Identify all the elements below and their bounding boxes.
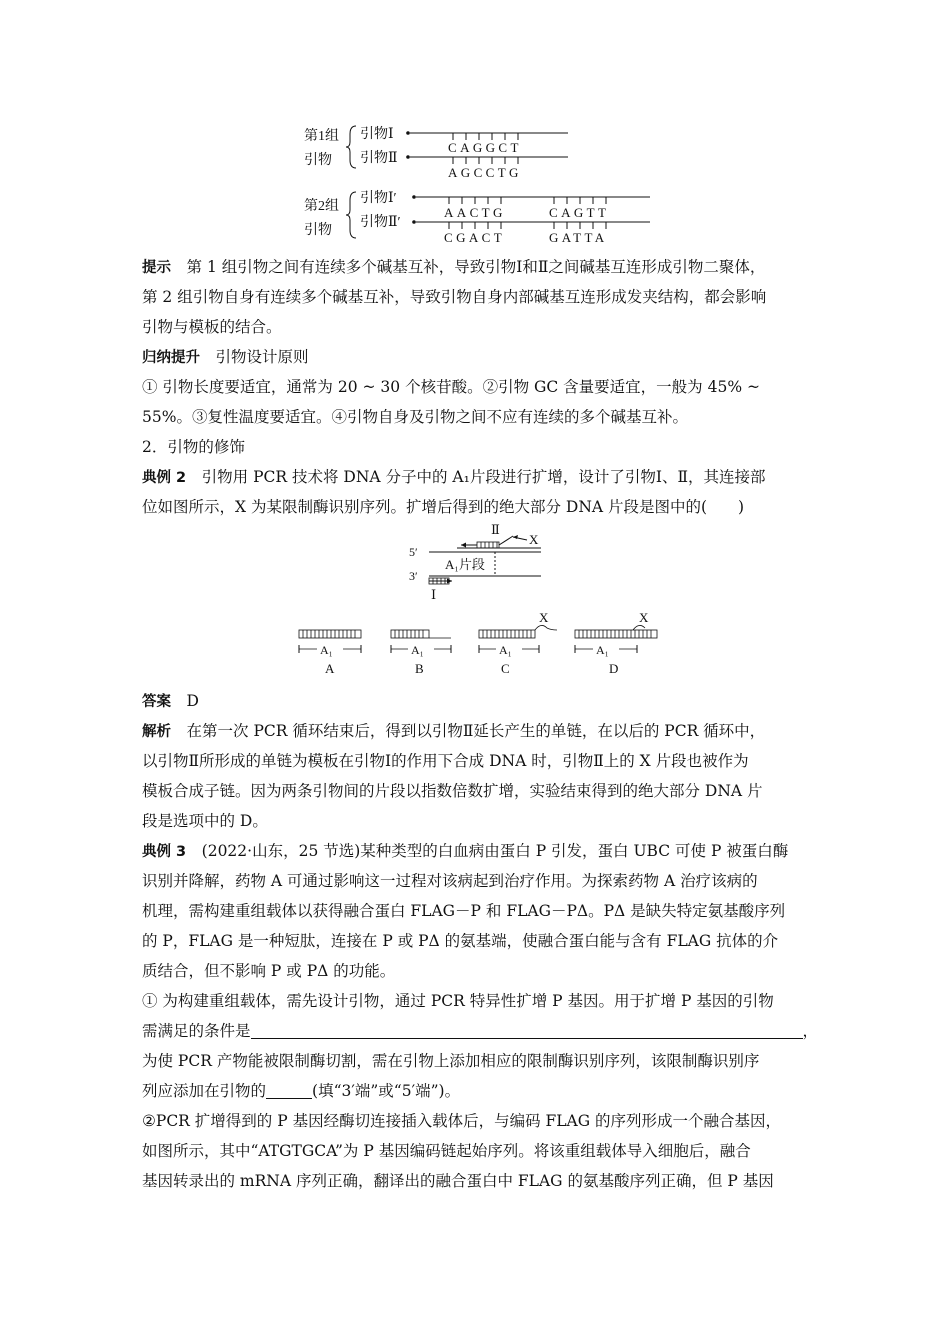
option-d-label: D <box>609 661 619 676</box>
analysis-line-2: 以引物Ⅱ所形成的单链为模板在引物Ⅰ的作用下合成 DNA 时，引物Ⅱ上的 X 片段也被作为 <box>142 752 749 770</box>
summary-label: 归纳提升 <box>142 350 200 366</box>
answer-blank-2[interactable] <box>266 1080 312 1099</box>
example-3-label: 典例 3 <box>142 844 187 860</box>
primer-2-sequence: AGCCTG <box>448 165 522 180</box>
group2-brace <box>346 192 356 238</box>
primer-3-sequence-a: AACTG <box>444 205 506 220</box>
question-1-line-3: 为使 PCR 产物能被限制酶切割，需在引物上添加相应的限制酶识别序列，该限制酶识别序 <box>142 1052 760 1070</box>
example-2-line-1: 引物用 PCR 技术将 DNA 分子中的 A₁片段进行扩增，设计了引物Ⅰ、Ⅱ，其连接部 <box>201 468 766 486</box>
option-c-fragment <box>479 625 557 638</box>
hint-line-3: 引物与模板的结合。 <box>142 318 282 336</box>
x-label: X <box>529 532 539 547</box>
example-2-line-2: 位如图所示，X 为某限制酶识别序列。扩增后得到的绝大部分 DNA 片段是图中的( ) <box>142 498 745 516</box>
primer-1-label: 引物Ⅰ <box>360 127 394 142</box>
five-prime-label: 5′ <box>409 545 418 559</box>
answer-blank-1[interactable] <box>251 1020 803 1039</box>
analysis-line-1: 在第一次 PCR 循环结束后，得到以引物Ⅱ延长产生的单链，在以后的 PCR 循环中， <box>186 722 766 740</box>
group2-label-2: 引物 <box>304 223 332 238</box>
hint-line-2: 第 2 组引物自身有连续多个碱基互补，导致引物自身内部碱基互连形成发夹结构，都会影响 <box>142 288 767 306</box>
group1-brace <box>346 126 356 168</box>
primer-groups-figure <box>300 120 660 248</box>
option-a-fragment <box>299 630 361 638</box>
summary-line-2: 55%。③复性温度要适宜。④引物自身及引物之间不应有连续的多个碱基互补。 <box>142 408 688 426</box>
option-c-a1: A₁ <box>499 643 512 657</box>
primer-4-ticks <box>449 222 606 229</box>
group2-label: 第2组 <box>304 199 339 214</box>
pcr-primer-figure <box>295 518 665 683</box>
primer-3-label: 引物Ⅰ′ <box>360 191 397 206</box>
primer-1-ticks <box>453 133 518 140</box>
hint-line-1: 第 1 组引物之间有连续多个碱基互补，导致引物Ⅰ和Ⅱ之间碱基互连形成引物二聚体， <box>186 258 766 276</box>
answer-section <box>142 686 818 1196</box>
primer-4-sequence-a: CGACT <box>444 230 506 245</box>
option-d-x: X <box>639 610 649 625</box>
section-2-heading: 2．引物的修饰 <box>142 438 245 456</box>
option-a-label: A <box>325 661 335 676</box>
answer-label: 答案 <box>142 694 171 710</box>
option-b-label: B <box>415 661 424 676</box>
primer-2-label: 引物Ⅱ <box>360 151 398 166</box>
primer-3-ticks <box>449 197 606 204</box>
example-3-line-4: 的 P，FLAG 是一种短肽，连接在 P 或 PΔ 的氨基端，使融合蛋白能与含有 FLAG 抗体的介 <box>142 932 779 950</box>
question-2-line-3: 基因转录出的 mRNA 序列正确，翻译出的融合蛋白中 FLAG 的氨基酸序列正确，但 P 基因 <box>142 1172 774 1190</box>
primer-1-roman: Ⅰ <box>431 587 437 602</box>
primer-2-ticks <box>453 157 518 164</box>
question-2-line-1: ②PCR 扩增得到的 P 基因经酶切连接插入载体后，与编码 FLAG 的序列形成一个融合基因， <box>142 1112 782 1130</box>
option-c-label: C <box>501 661 510 676</box>
primer-4-label: 引物Ⅱ′ <box>360 215 401 230</box>
question-1-line-4a: 列应添加在引物的 <box>142 1082 267 1100</box>
analysis-label: 解析 <box>142 724 171 740</box>
primer-3-sequence-b: CAGTT <box>549 205 610 220</box>
question-1-line-1: ① 为构建重组载体，需先设计引物，通过 PCR 特异性扩增 P 基因。用于扩增 P 基因的引物 <box>142 992 774 1010</box>
example-2-label: 典例 2 <box>142 470 187 486</box>
option-d-fragment <box>575 625 657 638</box>
example-3-line-5: 质结合，但不影响 P 或 PΔ 的功能。 <box>142 962 396 980</box>
three-prime-label: 3′ <box>409 569 418 583</box>
hint-label: 提示 <box>142 260 171 276</box>
option-b-fragment <box>391 630 451 638</box>
option-a-a1: A₁ <box>320 643 333 657</box>
summary-title: 引物设计原则 <box>215 348 309 366</box>
example-3-line-1: (2022·山东，25 节选)某种类型的白血病由蛋白 P 引发，蛋白 UBC 可使 P 被蛋白酶 <box>201 842 789 860</box>
answer-value: D <box>186 692 199 710</box>
primer-2-roman: Ⅱ <box>491 522 500 537</box>
segment-label: A₁片段 <box>445 557 485 572</box>
group1-label: 第1组 <box>304 129 339 144</box>
analysis-line-4: 段是选项中的 D。 <box>142 812 268 830</box>
example-3-line-2: 识别并降解，药物 A 可通过影响这一过程对该病起到治疗作用。为探索药物 A 治疗该病的 <box>142 872 758 890</box>
analysis-line-3: 模板合成子链。因为两条引物间的片段以指数倍数扩增，实验结束得到的绝大部分 DNA 片 <box>142 782 763 800</box>
option-d-a1: A₁ <box>596 643 609 657</box>
question-1-line-4b: (填“3′端”或“5′端”)。 <box>312 1082 461 1100</box>
x-tail <box>499 536 513 545</box>
option-b-a1: A₁ <box>411 643 424 657</box>
primer-1-sequence: CAGGCT <box>448 140 522 155</box>
hint-section <box>142 252 818 522</box>
summary-line-1: ① 引物长度要适宜，通常为 20 ~ 30 个核苷酸。②引物 GC 含量要适宜，一般为 45% ~ <box>142 378 760 396</box>
primer-2-block <box>477 542 499 548</box>
primer-4-sequence-b: GATTA <box>549 230 608 245</box>
option-c-x: X <box>539 610 549 625</box>
group1-label-2: 引物 <box>304 153 332 168</box>
example-3-line-3: 机理，需构建重组载体以获得融合蛋白 FLAG－P 和 FLAG－PΔ。PΔ 是缺失特定氨基酸序列 <box>142 902 786 920</box>
question-1-line-2-end: ， <box>802 1022 818 1040</box>
question-2-line-2: 如图所示，其中“ATGTGCA”为 P 基因编码链起始序列。将该重组载体导入细胞后，融合 <box>142 1142 751 1160</box>
question-1-line-2: 需满足的条件是 <box>142 1022 251 1040</box>
